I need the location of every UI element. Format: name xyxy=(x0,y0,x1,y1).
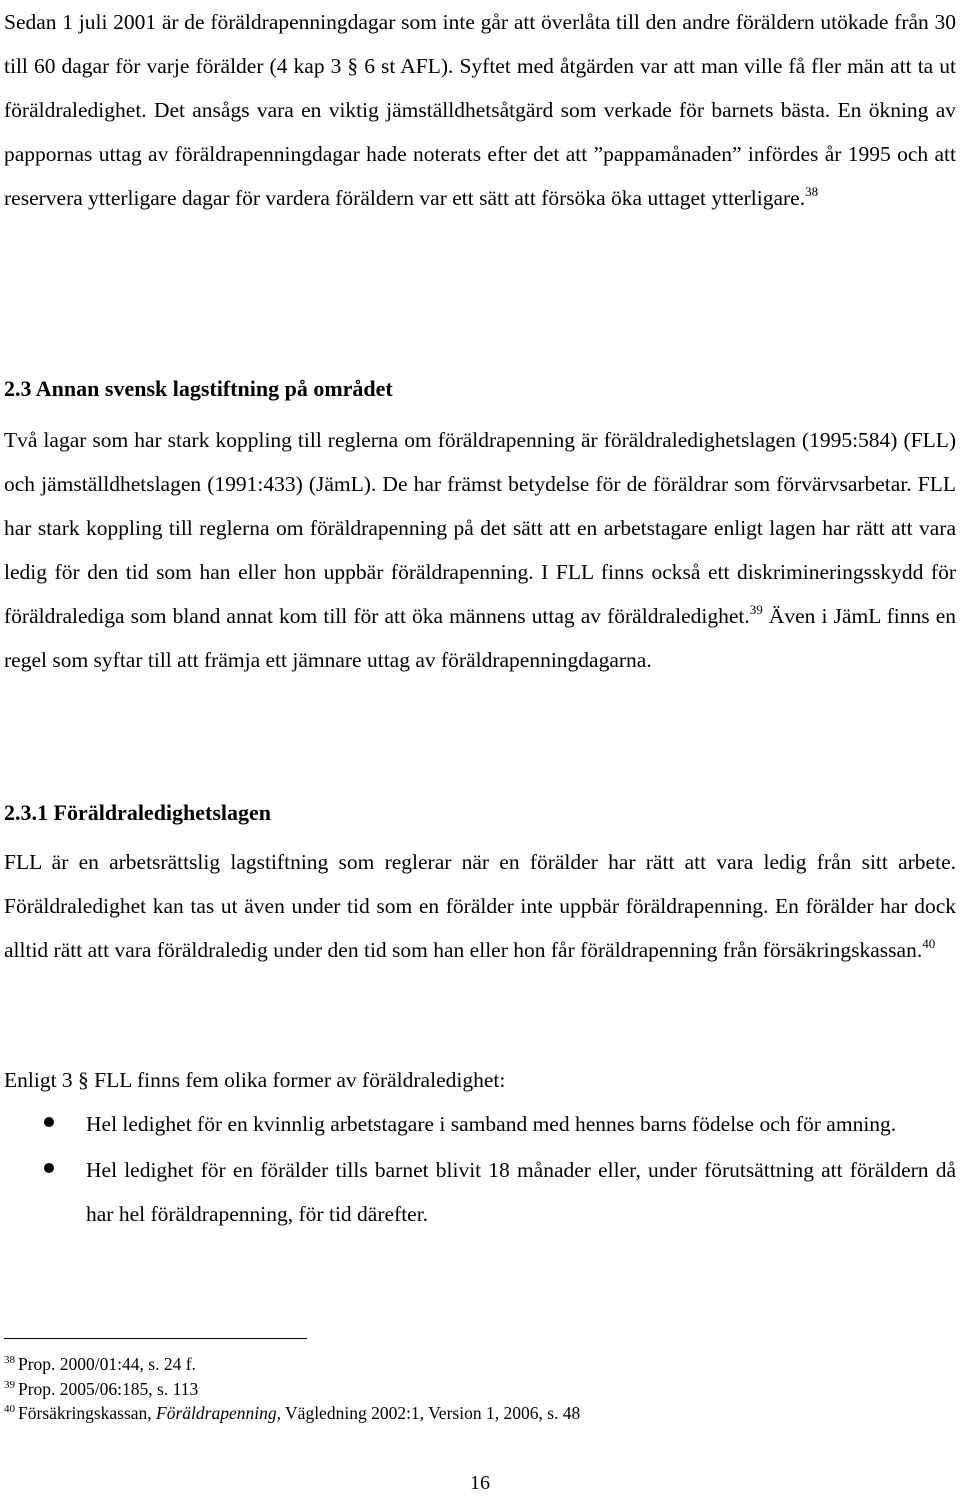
paragraph-text: Två lagar som har stark koppling till reglerna om föräldrapenning är föräldraledighetslagen (1995:584) (FLL) och jämställdhetslagen (1991:433) (JämL). De har främst betydelse för de föräldrar som förvärvsarbetar. FLL har stark koppling till reglerna om föräldrapenning på det sätt att en arbetstagare enligt lagen har rätt att vara ledig för den tid som han eller hon uppbär föräldrapenning. I FLL finns också ett diskrimineringsskydd för föräldralediga som bland annat kom till för att öka männens uttag av föräldraledighet. xyxy=(4,428,956,628)
bullet-icon xyxy=(44,1163,54,1173)
footnote-text: Försäkringskassan, xyxy=(18,1403,157,1423)
footnote-number: 39 xyxy=(4,1378,15,1391)
paragraph-text-continued: Även i JämL finns en regel som syftar till att främja ett jämnare uttag av föräldrapenningdagarna. xyxy=(4,604,956,672)
paragraph-text: FLL är en arbetsrättslig lagstiftning som reglerar när en förälder har rätt att vara ledig från sitt arbete. Föräldraledighet kan tas ut även under tid som en förälder inte uppbär föräldrapenning. En förälder har dock alltid rätt att vara föräldraledig under den tid som han eller hon får föräldrapenning från försäkringskassan. xyxy=(4,850,956,962)
footnote-number: 40 xyxy=(4,1403,15,1415)
list-item-text: Hel ledighet för en kvinnlig arbetstagare i samband med hennes barns födelse och för amning. xyxy=(86,1112,897,1136)
section-heading: 2.3 Annan svensk lagstiftning på området xyxy=(4,376,393,401)
paragraph-text: Sedan 1 juli 2001 är de föräldrapenningdagar som inte går att överlåta till den andre föräldern utökade från 30 till 60 dagar för varje förälder (4 kap 3 § 6 st AFL). Syftet med åtgärden var att man ville få fler män att ta ut föräldraledighet. Det ansågs vara en viktig jämställdhetsåtgärd som verkade för barnets bästa. En ökning av pappornas uttag av föräldrapenningdagar hade noterats efter det att ”pappamånaden” infördes år 1995 och att reservera ytterligare dagar för vardera föräldern var ett sätt att försöka öka uttaget ytterligare. xyxy=(4,10,956,210)
subsection-heading: 2.3.1 Föräldraledighetslagen xyxy=(4,800,272,825)
footnote-ref[interactable]: 39 xyxy=(749,602,763,617)
list-item xyxy=(0,1102,956,1146)
footnote-text: Prop. 2000/01:44, s. 24 f. xyxy=(18,1354,196,1374)
footnote-divider xyxy=(4,1338,307,1339)
footnote-title: Föräldrapenning, xyxy=(156,1403,281,1423)
footnote-ref[interactable]: 40 xyxy=(922,936,936,951)
paragraph-parental-days xyxy=(4,0,956,220)
footnotes xyxy=(4,1352,954,1426)
list-item-text: Hel ledighet för en förälder tills barnet blivit 18 månader eller, under förutsättning att föräldern då har hel föräldrapenning, för tid därefter. xyxy=(86,1158,956,1226)
bullet-icon xyxy=(44,1117,54,1127)
footnote-ref[interactable]: 38 xyxy=(805,184,819,199)
bullet-list xyxy=(0,1102,956,1238)
page-number: 16 xyxy=(470,1472,490,1494)
footnote-text: Prop. 2005/06:185, s. 113 xyxy=(18,1378,199,1399)
footnote-38 xyxy=(4,1352,954,1377)
footnote-40 xyxy=(4,1401,954,1426)
paragraph-forms-intro: Enligt 3 § FLL finns fem olika former av föräldraledighet: xyxy=(4,1068,506,1092)
footnote-text-continued: Vägledning 2002:1, Version 1, 2006, s. 48 xyxy=(280,1403,581,1423)
list-item xyxy=(0,1148,956,1236)
footnote-39 xyxy=(4,1377,954,1402)
paragraph-fll xyxy=(4,840,956,972)
paragraph-laws xyxy=(4,418,956,682)
footnote-number: 38 xyxy=(4,1354,15,1366)
